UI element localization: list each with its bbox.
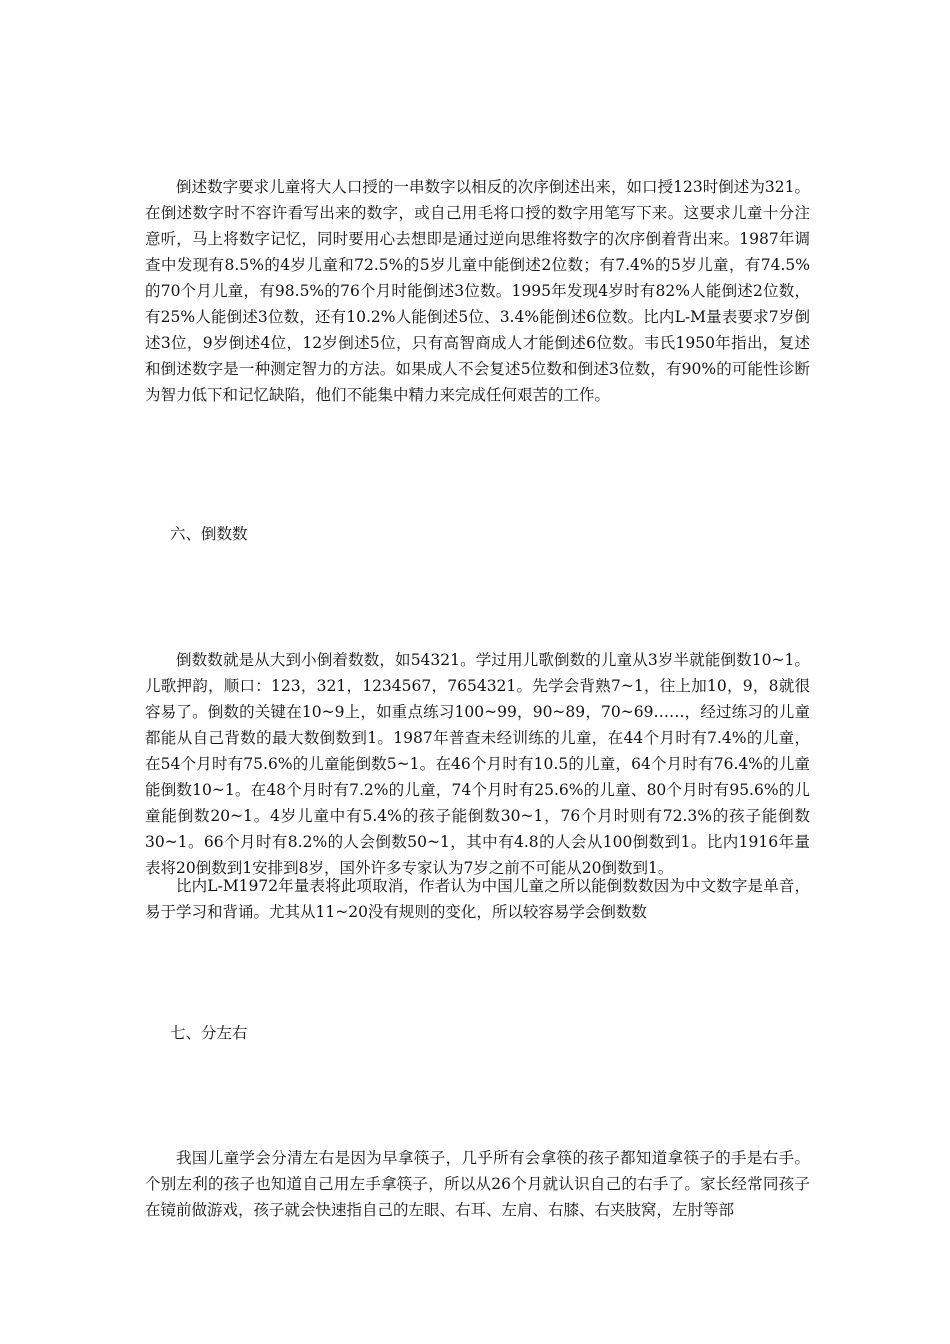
section-heading-left-right: 七、分左右 xyxy=(170,1024,248,1042)
paragraph-reverse-digits: 倒述数字要求儿童将大人口授的一串数字以相反的次序倒述出来，如口授123时倒述为321。在倒述数字时不容许看写出来的数字，或自己用毛将口授的数字用笔写下来。这要求儿童十分注意听，马上将数字记忆，同时要用心去想即是通过逆向思维将数字的次序倒着背出来。1987年调查中发现有8.5%的4岁儿童和72.5%的5岁儿童中能倒述2位数；有7.4%的5岁儿童，有74.5%的70个月儿童，有98.5%的76个月时能倒述3位数。1995年发现4岁时有82%人能倒述2位数，有25%人能倒述3位数，还有10.2%人能倒述5位、3.4%能倒述6位数。比内L-M量表要求7岁倒述3位，9岁倒述4位，12岁倒述5位，只有高智商成人才能倒述6位数。韦氏1950年指出，复述和倒述数字是一种测定智力的方法。如果成人不会复述5位数和倒述3位数，有90%的可能性诊断为智力低下和记忆缺陷，他们不能集中精力来完成任何艰苦的工作。 xyxy=(145,178,810,404)
paragraph-left-right: 我国儿童学会分清左右是因为早拿筷子，几乎所有会拿筷的孩子都知道拿筷子的手是右手。个别左利的孩子也知道自己用左手拿筷子，所以从26个月就认识自己的右手了。家长经常同孩子在镜前做游戏，孩子就会快速指自己的左眼、右耳、左肩、右膝、右夹肢窝，左肘等部 xyxy=(145,1149,810,1219)
paragraph-count-backwards: 倒数数就是从大到小倒着数数，如54321。学过用儿歌倒数的儿童从3岁半就能倒数10~1。儿歌押韵，顺口：123，321，1234567，7654321。先学会背熟7~1，往上加10，9，8就很容易了。倒数的关键在10~9上，如重点练习100~99，90~89，70~69……，经过练习的儿童都能从自己背数的最大数倒数到1。1987年普查未经训练的儿童，在44个月时有7.4%的儿童，在54个月时有75.6%的儿童能倒数5~1。在46个月时有10.5的儿童，64个月时有76.4%的儿童能倒数10~1。在48个月时有7.2%的儿童，74个月时有25.6%的儿童、80个月时有95.6%的儿童能倒数20~1。4岁儿童中有5.4%的孩子能倒数30~1，76个月时则有72.3%的孩子能倒数30~1。66个月时有8.2%的人会倒数50~1，其中有4.8的人会从100倒数到1。比内1916年量表将20倒数到1安排到8岁，国外许多专家认为7岁之前不可能从20倒数到1。 xyxy=(145,651,810,877)
section-heading-count-backwards: 六、倒数数 xyxy=(170,525,248,543)
paragraph-binet-note: 比内L-M1972年量表将此项取消，作者认为中国儿童之所以能倒数数因为中文数字是单音，易于学习和背诵。尤其从11~20没有规则的变化，所以较容易学会倒数数 xyxy=(145,877,810,921)
